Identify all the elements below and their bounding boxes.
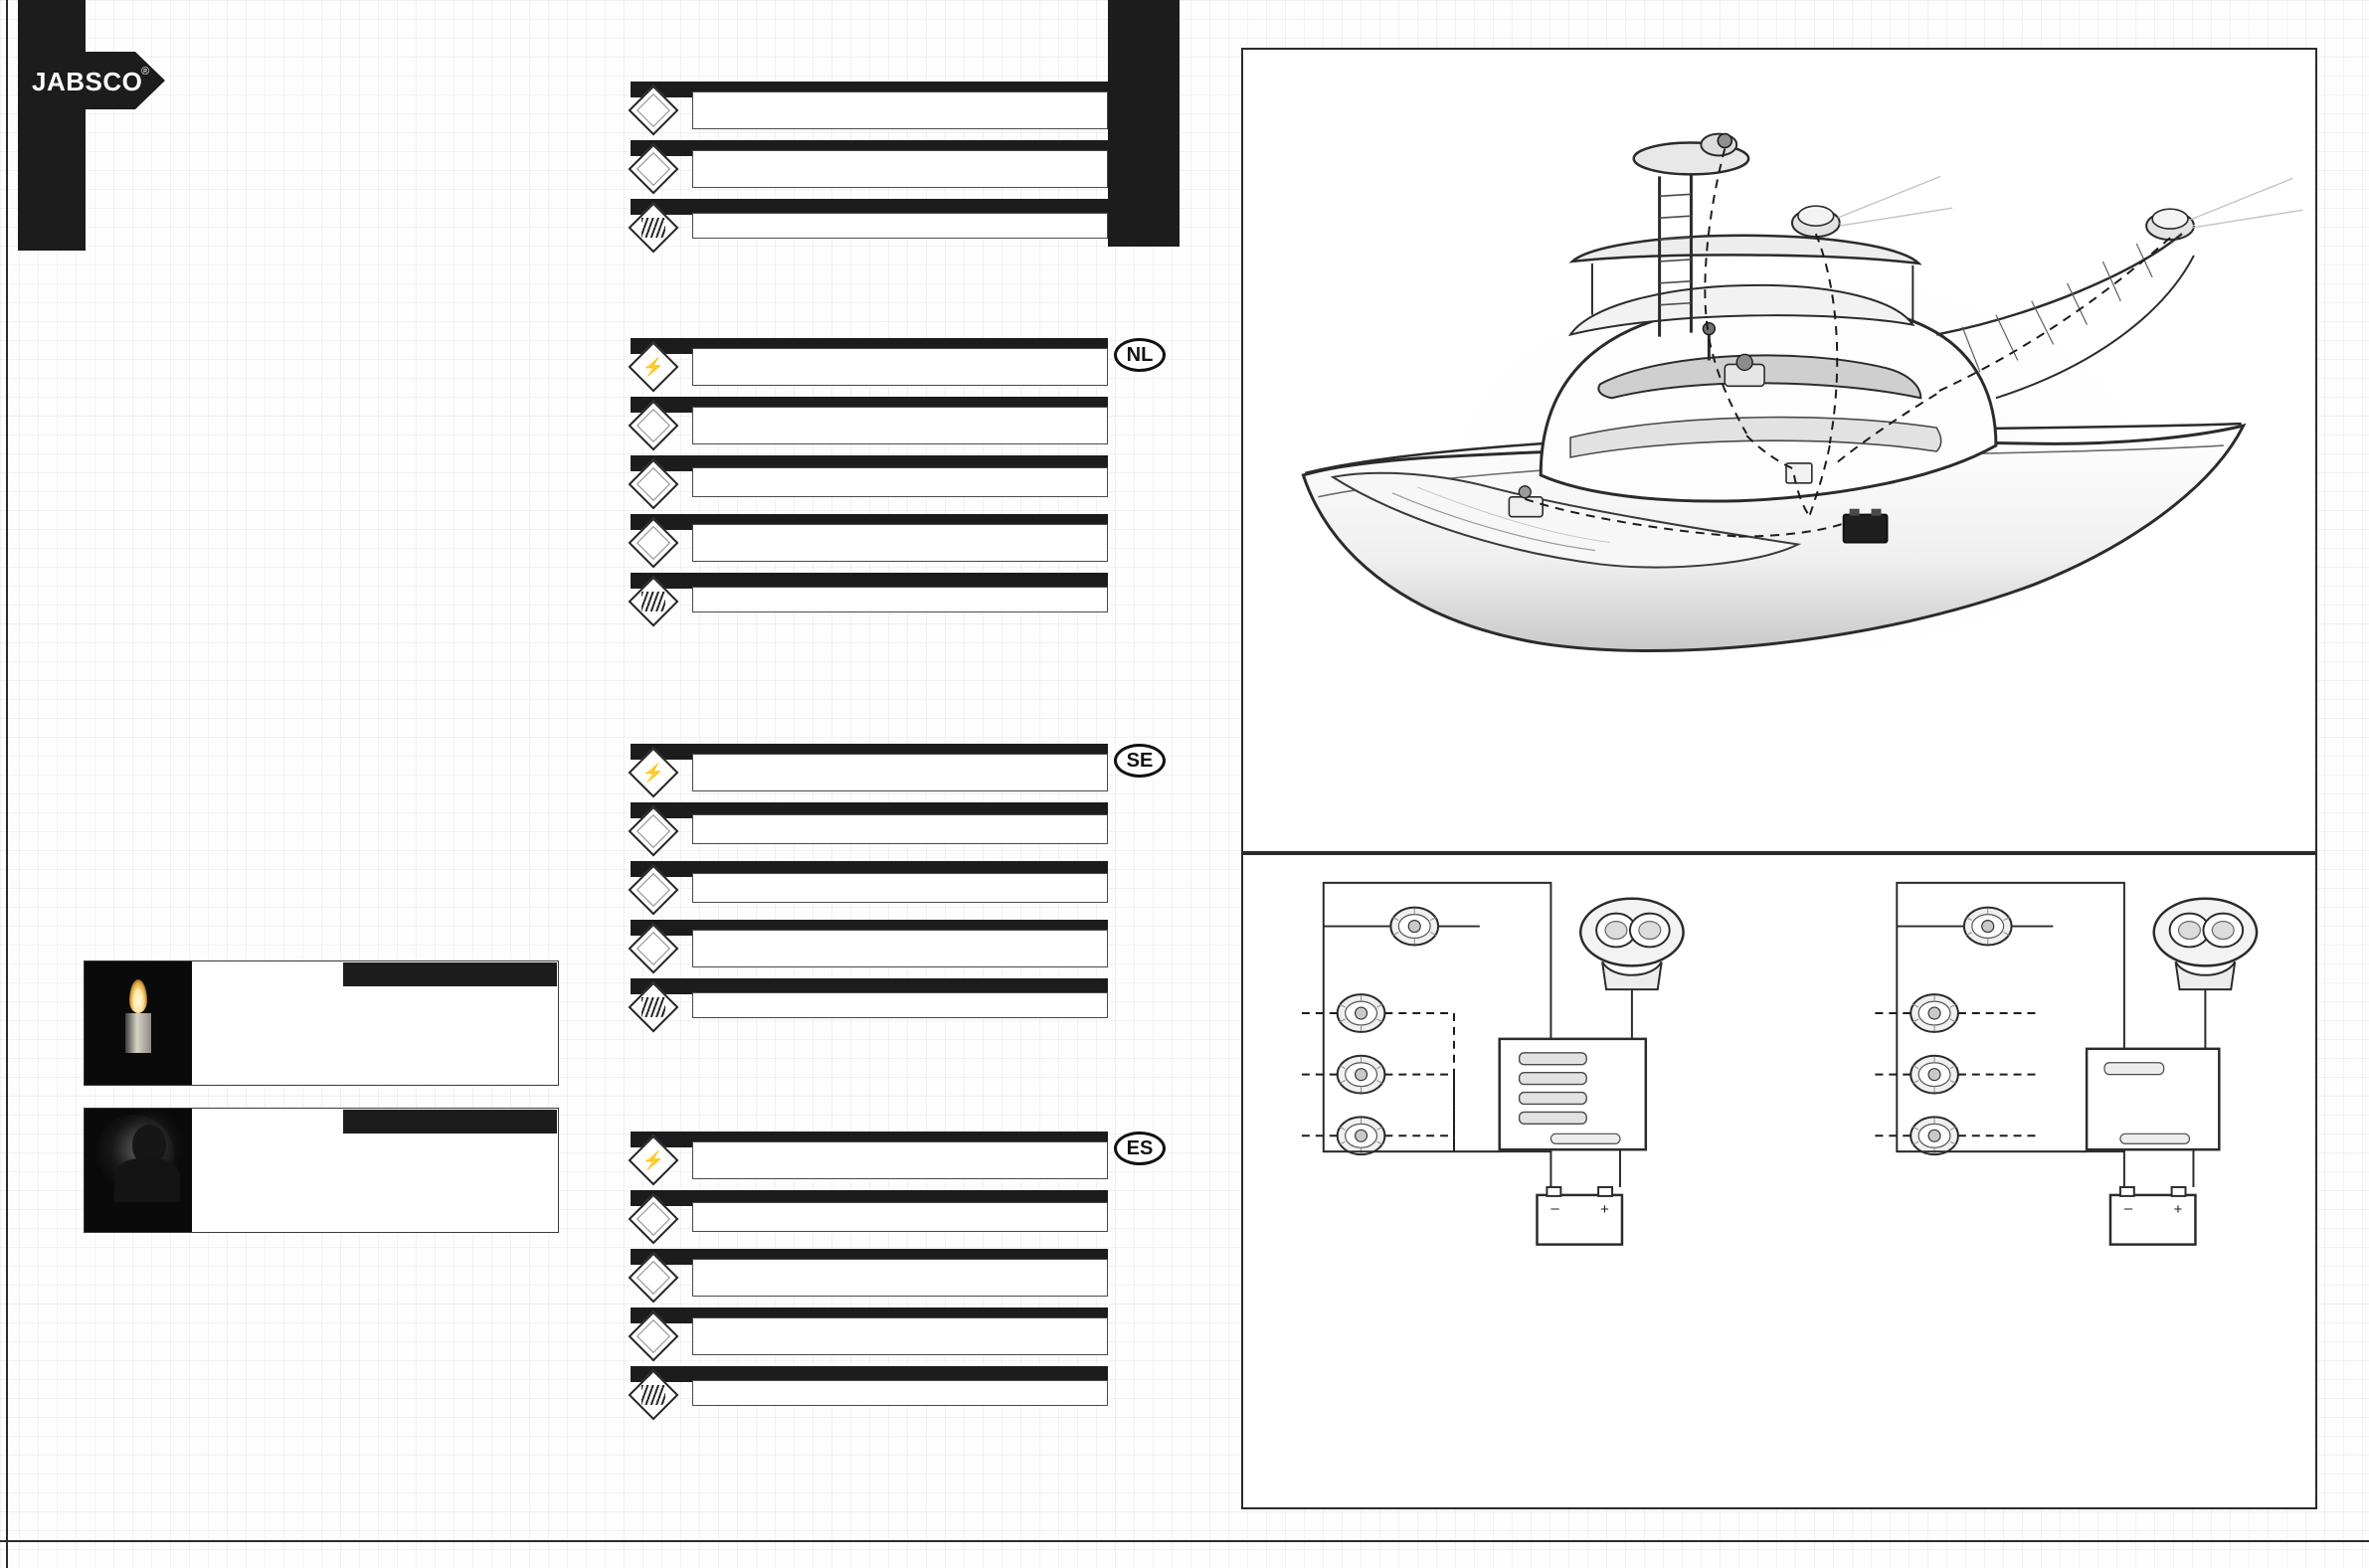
instruction-row bbox=[631, 1366, 1108, 1416]
instruction-row bbox=[631, 978, 1108, 1028]
instruction-row bbox=[631, 744, 1108, 793]
jabsco-logo bbox=[18, 48, 165, 113]
instruction-row bbox=[631, 861, 1108, 911]
instruction-row bbox=[631, 199, 1108, 249]
row-text-box bbox=[692, 992, 1108, 1018]
language-tag-es: ES bbox=[1114, 1132, 1166, 1165]
language-tag-nl: NL bbox=[1114, 338, 1166, 372]
diamond-icon bbox=[633, 405, 674, 446]
row-text-box bbox=[692, 150, 1108, 188]
candle-flame-icon bbox=[85, 961, 192, 1085]
row-text-box bbox=[692, 1202, 1108, 1232]
hatched-diamond-icon bbox=[633, 207, 674, 249]
warning-text-area bbox=[196, 991, 552, 1081]
diamond-icon bbox=[633, 869, 674, 911]
footer-rule bbox=[0, 1540, 2369, 1542]
battery bbox=[1844, 509, 1888, 543]
row-text-box bbox=[692, 467, 1108, 497]
single-station-control-wiring bbox=[1875, 883, 2257, 1245]
person-silhouette-icon bbox=[85, 1109, 192, 1232]
instruction-row bbox=[631, 1190, 1108, 1240]
instruction-row bbox=[631, 82, 1108, 131]
row-text-box bbox=[692, 213, 1108, 239]
wiring-diagram-panel bbox=[1241, 853, 2317, 1509]
instruction-row bbox=[631, 1132, 1108, 1181]
instruction-row bbox=[631, 573, 1108, 622]
instruction-row bbox=[631, 338, 1108, 388]
warning-box-fire-hazard bbox=[84, 960, 559, 1086]
searchlight-hardtop bbox=[1792, 206, 1840, 237]
warning-title-bar bbox=[343, 1110, 557, 1133]
row-text-box bbox=[692, 873, 1108, 903]
boat-illustration bbox=[1243, 50, 2315, 851]
multi-station-control-wiring bbox=[1302, 883, 1684, 1245]
row-text-box bbox=[692, 1380, 1108, 1406]
row-text-box bbox=[692, 930, 1108, 967]
instruction-row bbox=[631, 514, 1108, 564]
logo-registered-mark: ® bbox=[141, 66, 150, 78]
warning-text-area bbox=[196, 1138, 552, 1228]
lightning-diamond-icon: ⚡ bbox=[633, 346, 674, 388]
row-text-box bbox=[692, 1259, 1108, 1297]
row-text-box bbox=[692, 524, 1108, 562]
diamond-icon bbox=[633, 89, 674, 131]
row-text-box bbox=[692, 348, 1108, 386]
diamond-icon bbox=[633, 463, 674, 505]
language-section-se bbox=[631, 744, 1108, 1037]
diamond-icon bbox=[633, 522, 674, 564]
row-text-box bbox=[692, 91, 1108, 129]
row-text-box bbox=[692, 407, 1108, 444]
row-text-box bbox=[692, 1141, 1108, 1179]
lightning-diamond-icon: ⚡ bbox=[633, 752, 674, 793]
row-text-box bbox=[692, 814, 1108, 844]
searchlight-bow bbox=[2146, 209, 2194, 240]
diamond-icon bbox=[633, 810, 674, 852]
hatched-diamond-icon bbox=[633, 986, 674, 1028]
row-text-box bbox=[692, 587, 1108, 612]
diamond-icon bbox=[633, 928, 674, 969]
language-tag-se: SE bbox=[1114, 744, 1166, 778]
left-margin-rule bbox=[6, 0, 8, 1568]
diamond-icon bbox=[633, 1315, 674, 1357]
diamond-icon bbox=[633, 148, 674, 190]
instruction-row bbox=[631, 140, 1108, 190]
language-section-nl bbox=[631, 338, 1108, 631]
light-beams bbox=[1834, 168, 2303, 228]
language-section-es bbox=[631, 1132, 1108, 1425]
wiring-diagrams: – + bbox=[1243, 855, 2315, 1507]
hatched-diamond-icon bbox=[633, 1374, 674, 1416]
instruction-row bbox=[631, 802, 1108, 852]
instruction-row bbox=[631, 1307, 1108, 1357]
hatched-diamond-icon bbox=[633, 581, 674, 622]
logo-wordmark: JABSCO bbox=[32, 67, 143, 96]
lightning-diamond-icon: ⚡ bbox=[633, 1139, 674, 1181]
instruction-row bbox=[631, 920, 1108, 969]
instruction-row bbox=[631, 397, 1108, 446]
warning-title-bar bbox=[343, 962, 557, 986]
boat-illustration-panel bbox=[1241, 48, 2317, 853]
diamond-icon bbox=[633, 1198, 674, 1240]
row-text-box bbox=[692, 1317, 1108, 1355]
language-section-1 bbox=[631, 82, 1108, 258]
logo-black-block bbox=[18, 0, 86, 251]
instruction-row bbox=[631, 455, 1108, 505]
diamond-icon bbox=[633, 1257, 674, 1299]
searchlight-tower bbox=[1701, 134, 1736, 156]
instruction-row bbox=[631, 1249, 1108, 1299]
section-black-bar bbox=[1108, 0, 1180, 247]
row-text-box bbox=[692, 754, 1108, 791]
warning-box-personal-injury bbox=[84, 1108, 559, 1233]
